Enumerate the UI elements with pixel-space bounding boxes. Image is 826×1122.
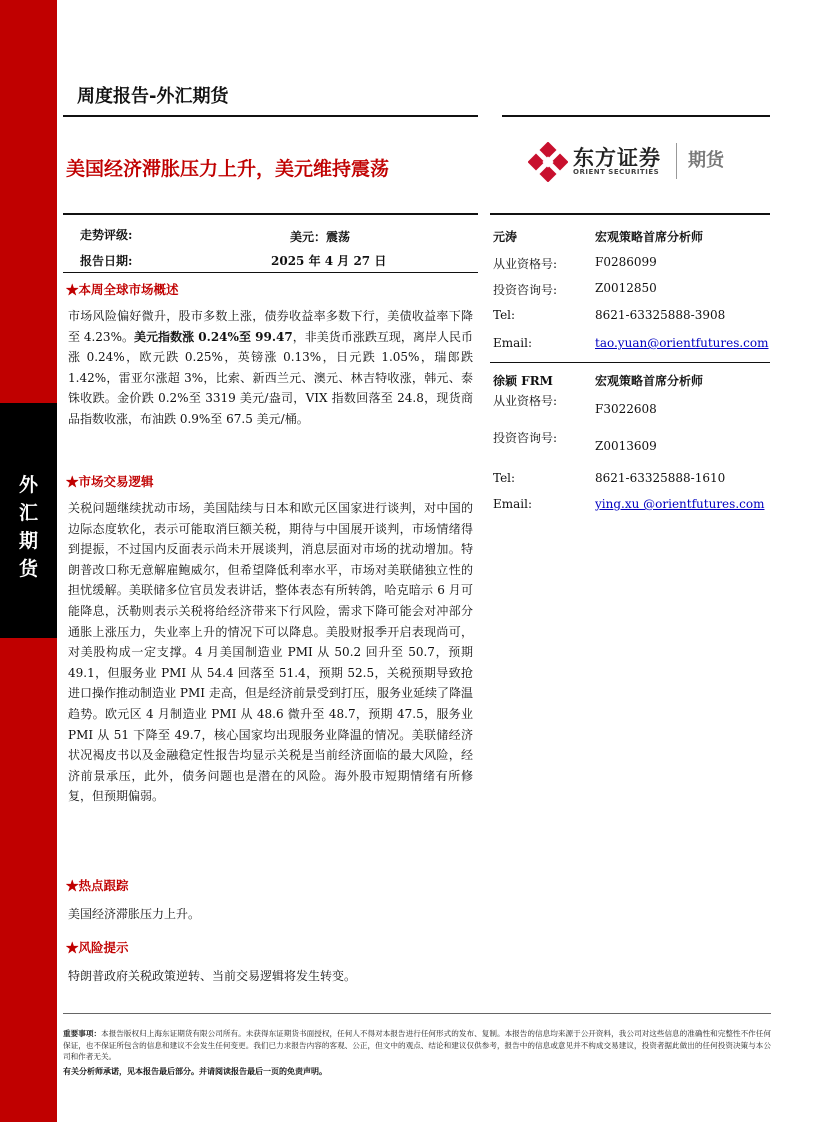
report-type: 周度报告-外汇期货 — [77, 86, 229, 107]
date-value: 2025 年 4 月 27 日 — [271, 254, 387, 268]
section-title-hot: ★热点跟踪 — [66, 878, 129, 893]
category-char: 外 — [18, 474, 38, 496]
trend-value: 美元：震荡 — [290, 230, 351, 244]
trend-label: 走势评级: — [80, 228, 133, 242]
analyst-label: Tel: — [493, 471, 516, 485]
analyst-role: 宏观策略首席分析师 — [595, 230, 704, 244]
overview-text-b: ，非美货币涨跌互现，离岸人民币涨 0.24%，欧元跌 0.25%，英镑涨 0.13%，日元跌 1.05%，瑞郎跌 1.42%，雷亚尔涨超 3%，比索、新西兰元、澳元、林吉特收涨，韩元、泰铢收跌。金价跌 0.2%至 3319 美元/盎司，VIX 指数回落至 24.8，现货商品指数收涨，布油跌 0.9%至 67.5 美元/桶。 — [68, 329, 473, 426]
category-char: 汇 — [18, 502, 38, 524]
analyst-email-link[interactable]: tao.yuan@orientfutures.com — [595, 336, 769, 350]
analyst-email-link[interactable]: ying.xu @orientfutures.com — [595, 497, 765, 511]
risk-paragraph: 特朗普政府关税政策逆转、当前交易逻辑将发生转变。 — [68, 969, 357, 983]
analyst-role: 宏观策略首席分析师 — [595, 374, 704, 388]
analyst-name: 徐颖 FRM — [493, 374, 553, 388]
header-rule-left — [63, 115, 478, 117]
section-title-logic: ★市场交易逻辑 — [66, 474, 154, 489]
hot-paragraph: 美国经济滞胀压力上升。 — [68, 907, 201, 921]
logo-mark-icon — [528, 142, 568, 182]
disclaimer-text: 本报告版权归上海东证期货有限公司所有。未获得东证期货书面授权，任何人不得对本报告进行任何形式的发布、复制。本报告的信息均来源于公开资料，我公司对这些信息的准确性和完整性不作任何保证，也不保证所包含的信息和建议不会发生任何变更。我们已力求报告内容的客观、公正，但文中的观点、结论和建议仅供参考，报告中的信息或意见并不构成交易建议，投资者据此做出的任何投资决策与本公司和作者无关。 — [63, 1029, 772, 1061]
section-title-risk: ★风险提示 — [66, 940, 129, 955]
analyst-label: Email: — [493, 336, 533, 350]
date-label: 报告日期: — [80, 254, 133, 268]
analyst-label: Email: — [493, 497, 533, 511]
analyst-value: F0286099 — [595, 255, 657, 269]
overview-paragraph — [68, 306, 473, 430]
analyst-value: 8621-63325888-1610 — [595, 471, 726, 485]
overview-text-a: 市场风险偏好微升，股市多数上涨，债券收益率多数下行，美债收益率下降至 4.23%。 — [68, 309, 473, 344]
footer-rule — [63, 1013, 771, 1014]
logo-text-en: ORIENT SECURITIES — [573, 168, 660, 176]
disclaimer-label: 重要事项： — [63, 1029, 102, 1038]
analyst-label: 投资咨询号: — [493, 283, 558, 297]
disclaimer — [63, 1028, 771, 1063]
category-char: 期 — [18, 530, 38, 552]
meta-rule-top — [63, 213, 478, 215]
overview-text-bold: 美元指数涨 0.24%至 99.47 — [134, 329, 293, 344]
meta-rule-bottom — [63, 272, 478, 273]
company-logo — [528, 140, 743, 184]
analyst-label: 投资咨询号: — [493, 431, 558, 445]
logo-futures: 期货 — [688, 150, 724, 171]
header-rule-right — [502, 115, 770, 117]
logo-divider — [676, 143, 677, 179]
analyst-rule-top — [490, 213, 770, 215]
report-title: 美国经济滞胀压力上升，美元维持震荡 — [66, 158, 390, 180]
analyst-label: Tel: — [493, 308, 516, 322]
analyst-value: F3022608 — [595, 402, 657, 416]
analyst-value: Z0012850 — [595, 281, 657, 295]
category-label — [0, 403, 57, 638]
logic-paragraph: 关税问题继续扰动市场，美国陆续与日本和欧元区国家进行谈判，对中国的边际态度软化，表示可能取消巨额关税，期待与中国展开谈判，市场情绪得到提振，不过国内反面表示尚未开展谈判，消息层面对市场的扰动增加。特朗普改口称无意解雇鲍威尔，但希望降低利率水平，市场对美联储独立性的担忧缓解。美联储多位官员发表讲话，整体表态有所转鸽，哈克暗示 6 月可能降息，沃勒则表示关税将给经济带来下行风险，需求下降可能会对冲部分通胀上涨压力，失业率上升的情况下可以降息。美股财报季开启表现尚可，对美股构成一定支撑。4 月美国制造业 PMI 从 50.2 回升至 50.7，预期 49.1，但服务业 PMI 从 54.4 回落至 51.4，预期 52.5，关税预期导致抢进口操作推动制造业 PMI 走高，但是经济前景受到打压，服务业延续了降温趋势。欧元区 4 月制造业 PMI 从 48.6 微升至 48.7，预期 47.5，服务业 PMI 从 51 下降至 49.7，核心国家均出现服务业降温的情况。美联储经济状况褐皮书以及金融稳定性报告均显示关税是当前经济面临的最大风险，经济前景承压，此外，债务问题也是潜在的风险。海外股市短期情绪有所修复，但预期偏弱。 — [68, 501, 473, 804]
analyst-divider — [490, 362, 770, 363]
section-title-overview: ★本周全球市场概述 — [66, 282, 179, 297]
analyst-commitment: 有关分析师承诺，见本报告最后部分。并请阅读报告最后一页的免责声明。 — [63, 1066, 327, 1076]
analyst-label: 从业资格号: — [493, 257, 558, 271]
analyst-value: Z0013609 — [595, 439, 657, 453]
analyst-label: 从业资格号: — [493, 394, 558, 408]
logo-text-cn: 东方证券 — [573, 146, 661, 170]
analyst-name: 元涛 — [493, 230, 518, 244]
analyst-value: 8621-63325888-3908 — [595, 308, 726, 322]
category-char: 货 — [18, 558, 38, 580]
